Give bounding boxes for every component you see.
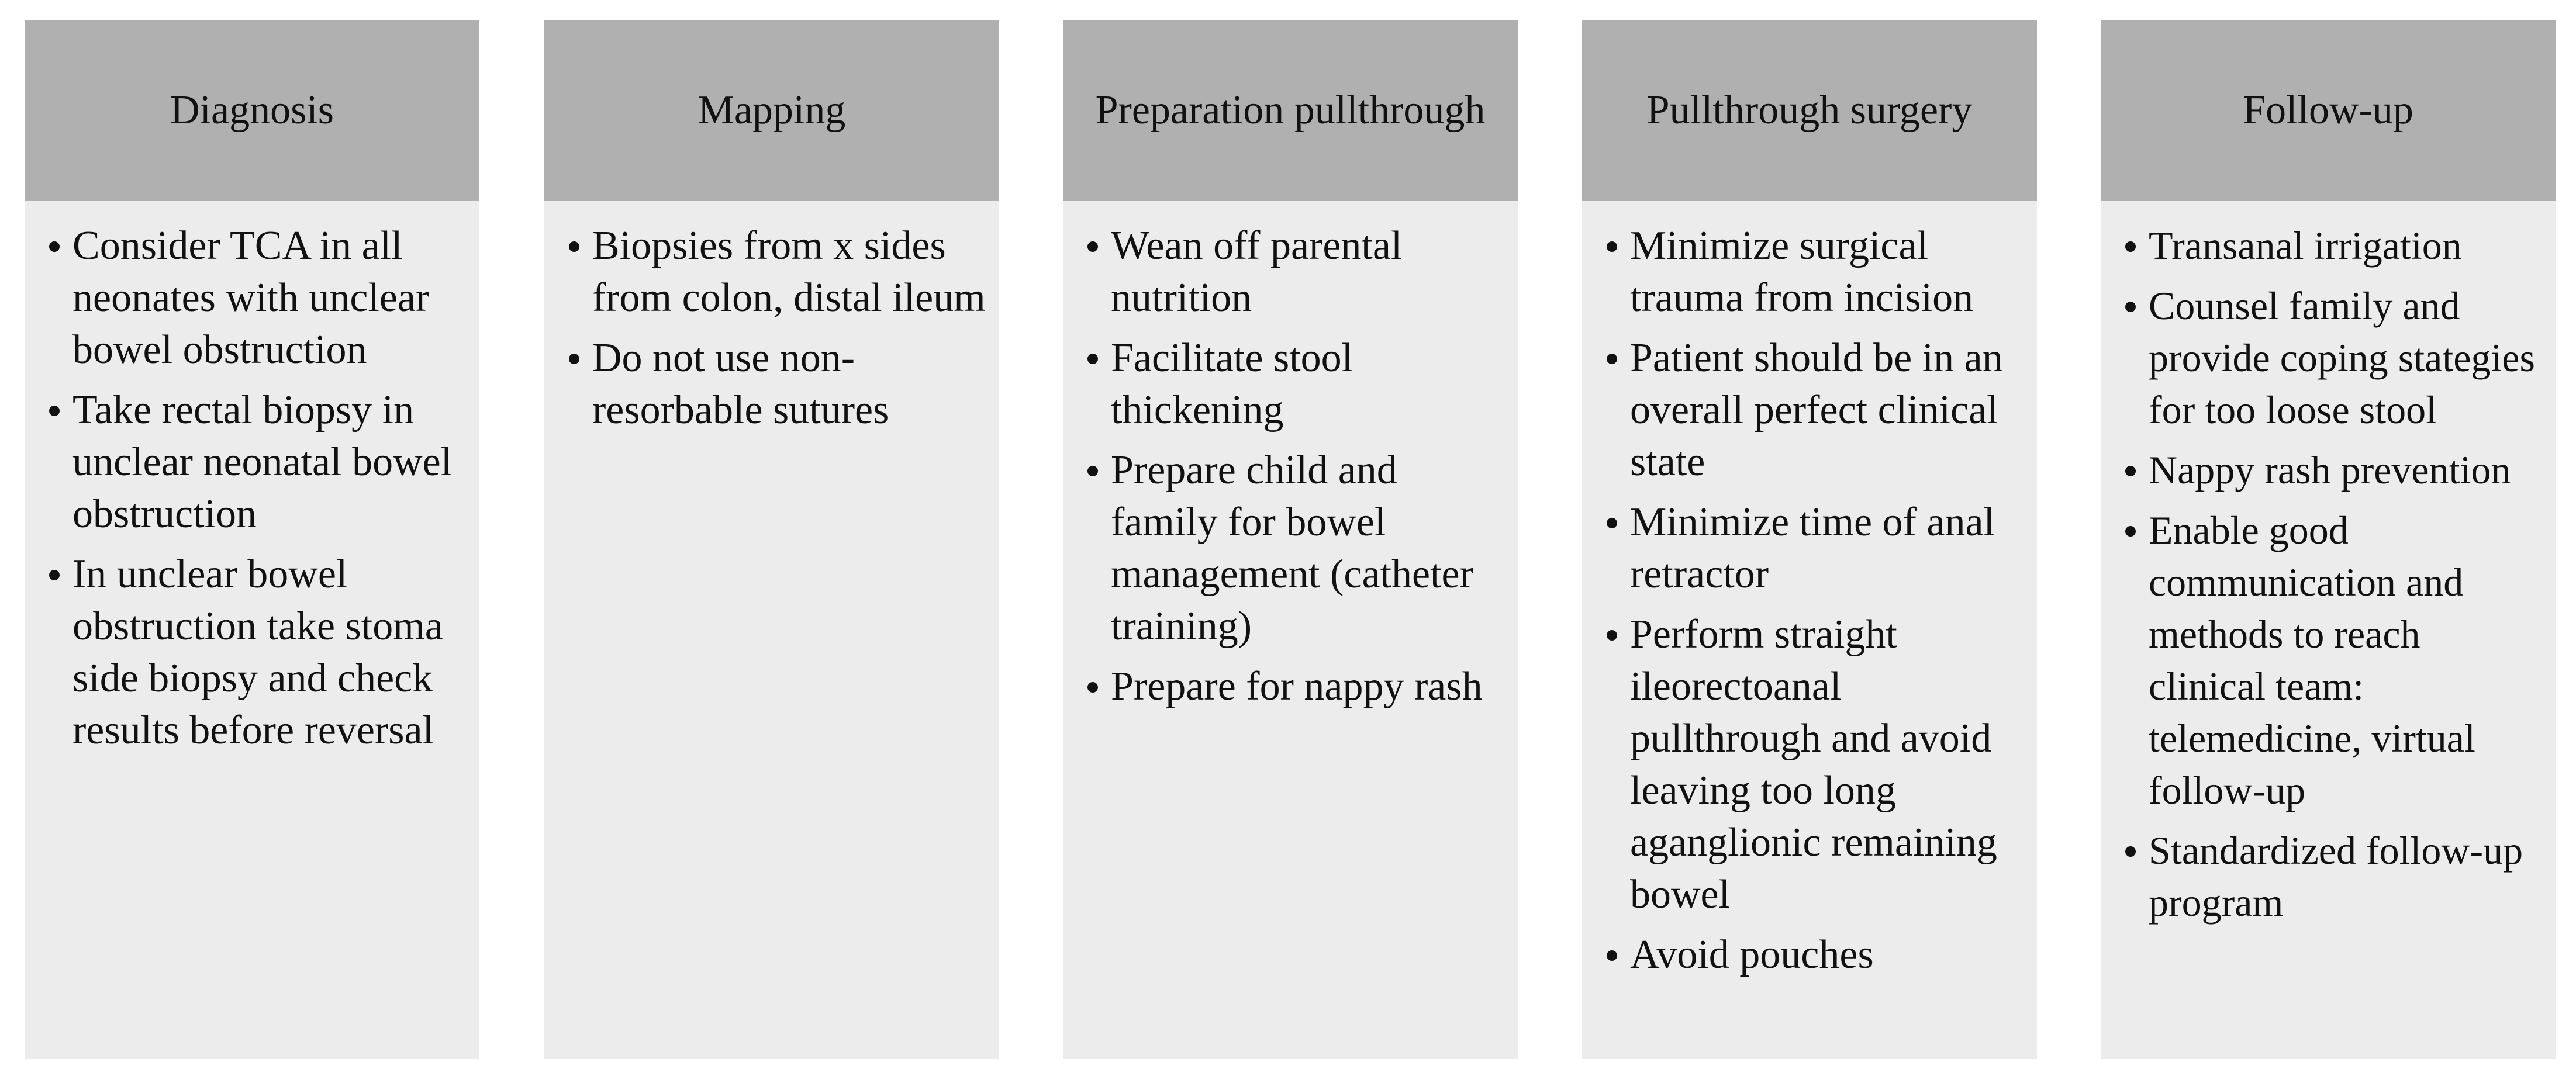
bullet-icon [2125,526,2136,537]
list-item-text: Prepare for nappy rash [1111,664,1483,709]
list-item [567,220,987,324]
list-item-text: Perform straight ileorectoanal pullthrough and avoid leaving too long aganglionic remaining bowel [1630,612,1997,917]
list-item [1604,929,2025,981]
list-item-text: Counsel family and provide coping stategies for too loose stool [2149,283,2535,432]
bullet-icon [1087,682,1098,693]
list-item [1085,444,1506,652]
bullet-icon [569,354,579,364]
bullet-list [1582,201,2037,981]
list-item-text: Prepare child and family for bowel management (catheter training) [1111,448,1473,649]
list-item-text: Standardized follow-up program [2149,828,2523,925]
bullet-icon [1607,354,1617,364]
column-header [25,20,479,201]
list-item-text: Transanal irrigation [2149,223,2462,268]
list-item [2123,220,2544,272]
column-header [2101,20,2556,201]
bullet-icon [1087,241,1098,252]
column-header [1582,20,2037,201]
list-item-text: Minimize surgical trauma from incision [1630,223,1974,320]
column-title: Diagnosis [170,88,334,133]
list-item [2123,825,2544,929]
bullet-icon [1087,354,1098,364]
bullet-icon [49,241,60,252]
column-title: Mapping [697,88,846,133]
bullet-list [1063,201,1518,712]
column-follow-up [2101,20,2556,1059]
list-item [1604,496,2025,600]
column-body [2101,201,2556,1059]
list-item-text: Do not use non-resorbable sutures [592,335,889,432]
column-diagnosis [25,20,479,1059]
column-body [544,201,999,1059]
list-item-text: Avoid pouches [1630,932,1874,977]
list-item-text: Take rectal biopsy in unclear neonatal bowel obstruction [72,387,453,537]
bullet-list [2101,201,2556,929]
list-item-text: Wean off parental nutrition [1111,223,1403,320]
list-item-text: Facilitate stool thickening [1111,335,1353,432]
column-title: Pullthrough surgery [1646,88,1973,133]
list-item [1604,220,2025,324]
list-item-text: Consider TCA in all neonates with unclear bowel obstruction [72,223,430,372]
list-item-text: In unclear bowel obstruction take stoma side biopsy and check results before reversal [72,552,443,753]
column-header [1063,20,1518,201]
bullet-icon [49,406,60,416]
list-item-text: Nappy rash prevention [2149,448,2511,492]
list-item [2123,444,2544,496]
bullet-icon [2125,302,2136,312]
column-body [1582,201,2037,1059]
column-title: Follow-up [2243,88,2413,133]
bullet-icon [1087,466,1098,476]
column-body [25,201,479,1059]
list-item [47,220,468,376]
bullet-icon [49,570,60,580]
list-item [1085,332,1506,436]
bullet-icon [1607,518,1617,528]
list-item-text: Biopsies from x sides from colon, distal ileum [592,223,986,320]
bullet-icon [1607,241,1617,252]
bullet-icon [1607,630,1617,641]
list-item [1085,660,1506,712]
column-mapping [544,20,999,1059]
bullet-icon [2125,466,2136,476]
column-header [544,20,999,201]
list-item-text: Minimize time of anal retractor [1630,500,1995,597]
column-title: Preparation pullthrough [1095,88,1486,133]
bullet-icon [569,241,579,252]
list-item [47,384,468,540]
bullet-list [544,201,999,436]
column-pullthrough-surgery [1582,20,2037,1059]
column-body [1063,201,1518,1059]
list-item [2123,280,2544,436]
list-item-text: Patient should be in an overall perfect clinical state [1630,335,2003,485]
list-item [567,332,987,436]
list-item [2123,504,2544,816]
list-item [1604,608,2025,921]
bullet-list [25,201,479,756]
list-item [1604,332,2025,488]
list-item [1085,220,1506,324]
bullet-icon [1607,950,1617,961]
bullet-icon [2125,241,2136,252]
list-item-text: Enable good communication and methods to reach clinical team: telemedicine, virtual follow-up [2149,508,2475,812]
column-preparation-pullthrough [1063,20,1518,1059]
list-item [47,548,468,756]
bullet-icon [2125,846,2136,857]
